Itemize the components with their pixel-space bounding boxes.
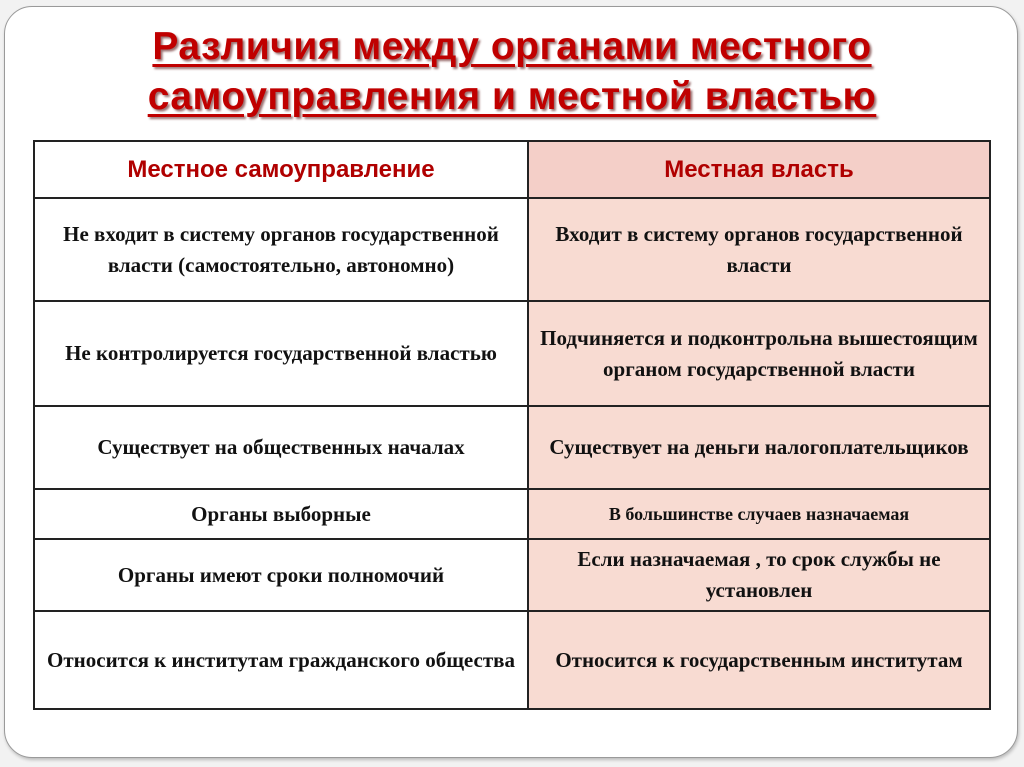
cell-left: Не контролируется государственной властью (34, 301, 528, 406)
cell-left: Органы имеют сроки полномочий (34, 539, 528, 611)
table-row (34, 611, 990, 709)
cell-left: Не входит в систему органов государственной власти (самостоятельно, автономно) (34, 198, 528, 301)
cell-left: Органы выборные (34, 489, 528, 539)
cell-left: Существует на общественных началах (34, 406, 528, 489)
table-row (34, 489, 990, 539)
table-row (34, 198, 990, 301)
cell-right: Относится к государственным институтам (528, 611, 990, 709)
table-row (34, 539, 990, 611)
title-line-1: Различия между органами местного (152, 25, 872, 68)
cell-right: Входит в систему органов государственной власти (528, 198, 990, 301)
cell-right: Если назначаемая , то срок службы не установлен (528, 539, 990, 611)
table-header-row (34, 141, 990, 198)
cell-right: В большинстве случаев назначаемая (528, 489, 990, 539)
header-local-self-government: Местное самоуправление (34, 141, 528, 198)
comparison-table (33, 140, 991, 710)
title-line-2: самоуправления и местной властью (147, 75, 877, 118)
cell-right: Существует на деньги налогоплательщиков (528, 406, 990, 489)
table-row (34, 301, 990, 406)
table-row (34, 406, 990, 489)
page-title (0, 22, 1024, 122)
header-local-authority: Местная власть (528, 141, 990, 198)
cell-right: Подчиняется и подконтрольна вышестоящим органом государственной власти (528, 301, 990, 406)
cell-left: Относится к институтам гражданского общества (34, 611, 528, 709)
